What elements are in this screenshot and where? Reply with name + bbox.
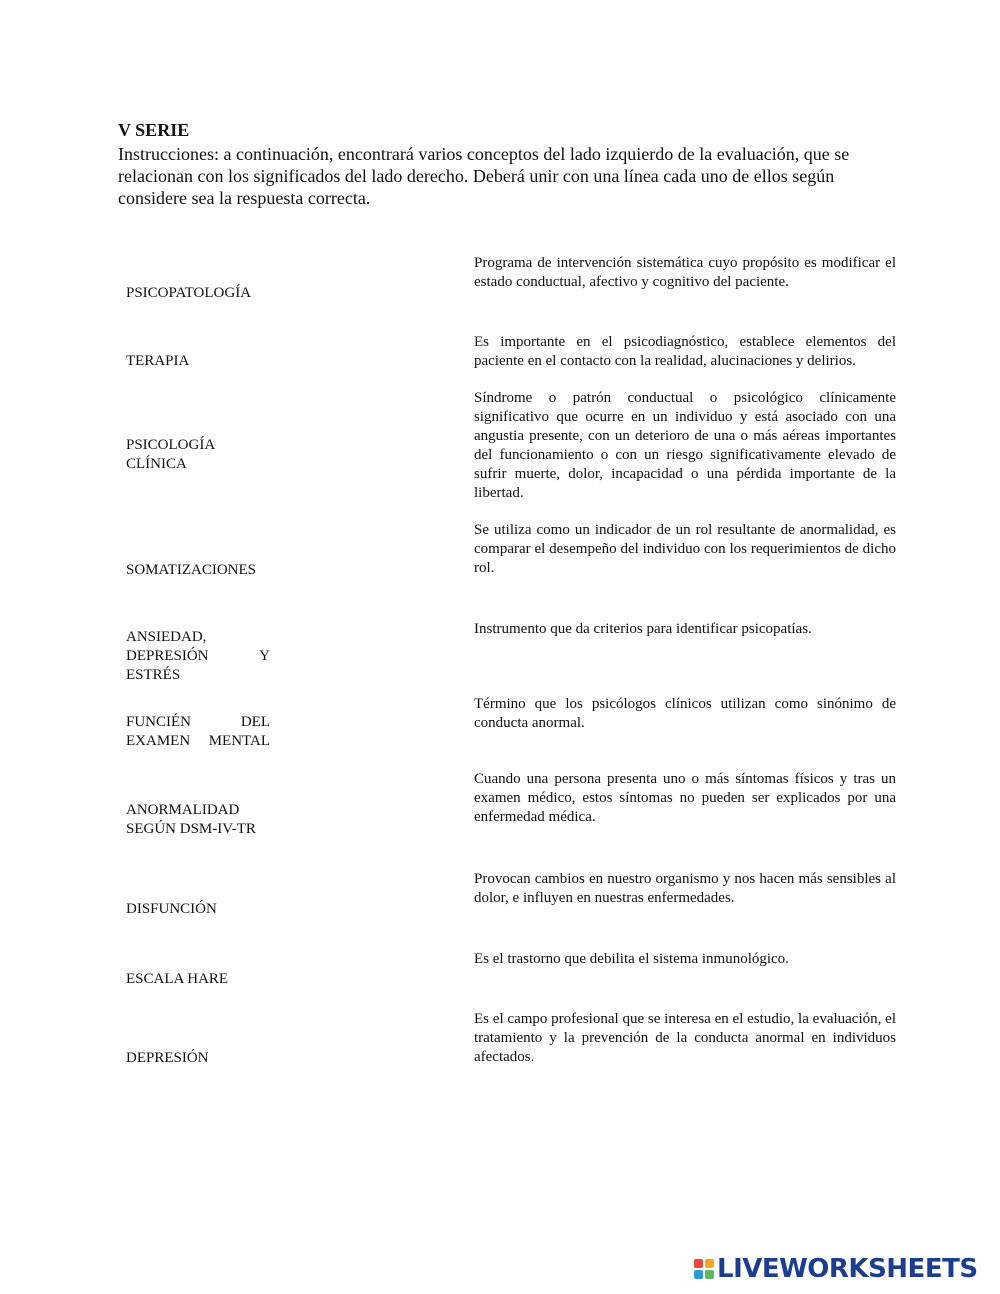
meaning-item[interactable]: Término que los psicólogos clínicos utilizan como sinónimo de conducta anormal. — [474, 696, 896, 731]
logo-square — [705, 1270, 714, 1279]
logo-square — [694, 1259, 703, 1268]
concept-item[interactable]: ESCALA HARE — [126, 971, 229, 987]
meaning-item[interactable]: Programa de intervención sistemática cuyo propósito es modificar el estado conductual, afectivo y cognitivo del paciente. — [474, 255, 896, 290]
meaning-item[interactable]: Cuando una persona presenta uno o más síntomas físicos y tras un examen médico, estos síntomas no pueden ser explicados por una enfermedad médica. — [474, 771, 896, 825]
concept-item[interactable]: FUNCIÉN DEL EXAMEN MENTAL — [126, 714, 270, 749]
meaning-item[interactable]: Es el campo profesional que se interesa en el estudio, la evaluación, el tratamiento y la prevención de la conducta anormal en individuos afectados. — [474, 1011, 896, 1065]
concept-item[interactable]: PSICOLOGÍA CLÍNICA — [126, 437, 216, 472]
instructions-text: Instrucciones: a continuación, encontrará varios conceptos del lado izquierdo de la evaluación, que se relacionan con los significados del lado derecho. Deberá unir con una línea cada uno de ellos según considere sea la respuesta correcta. — [118, 144, 850, 208]
meaning-item[interactable]: Instrumento que da criterios para identificar psicopatías. — [474, 621, 812, 637]
meaning-item[interactable]: Se utiliza como un indicador de un rol resultante de anormalidad, es comparar el desempeño del individuo con los requerimientos de dicho rol. — [474, 522, 896, 576]
logo-mark-icon — [694, 1259, 714, 1279]
meaning-item[interactable]: Es el trastorno que debilita el sistema inmunológico. — [474, 951, 789, 967]
concept-item[interactable]: DISFUNCIÓN — [126, 901, 217, 917]
liveworksheets-logo — [694, 1254, 978, 1284]
worksheet-title: V SERIE — [118, 120, 190, 140]
logo-text: LIVEWORKSHEETS — [717, 1254, 978, 1284]
concept-item[interactable]: SOMATIZACIONES — [126, 562, 257, 578]
concept-item[interactable]: ANORMALIDAD SEGÚN DSM-IV-TR — [126, 802, 256, 837]
concept-item[interactable]: DEPRESIÓN — [126, 1050, 209, 1066]
concept-item[interactable]: ANSIEDAD, DEPRESIÓN Y ESTRÉS — [126, 629, 270, 683]
logo-square — [705, 1259, 714, 1268]
logo-square — [694, 1270, 703, 1279]
meaning-item[interactable]: Síndrome o patrón conductual o psicológico clínicamente significativo que ocurre en un individuo y está asociado con una angustia presente, con un deterioro de una o más aéreas importantes del funcionamiento o con un riesgo significativamente elevado de sufrir muerte, dolor, incapacidad o una pérdida importante de la libertad. — [474, 390, 896, 501]
meaning-item[interactable]: Provocan cambios en nuestro organismo y nos hacen más sensibles al dolor, e influyen en nuestras enfermedades. — [474, 871, 896, 906]
concept-item[interactable]: PSICOPATOLOGÍA — [126, 285, 252, 301]
meaning-item[interactable]: Es importante en el psicodiagnóstico, establece elementos del paciente en el contacto con la realidad, alucinaciones y delirios. — [474, 334, 896, 369]
concept-item[interactable]: TERAPIA — [126, 353, 190, 369]
